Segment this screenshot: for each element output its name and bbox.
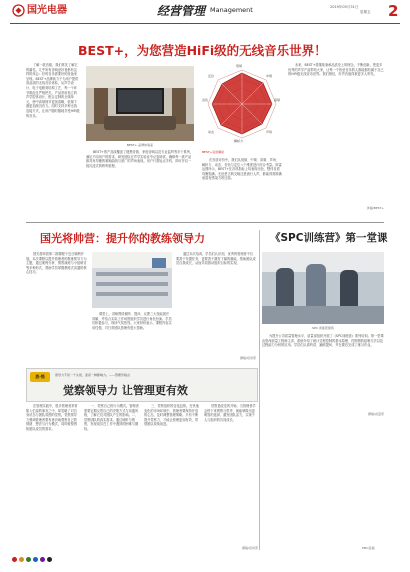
aware-text-col4: 觉察是改变的开始。当管理者学会停下来观察与思考，就能够做出更明智的选择，激发团队活力，实现个人与组织的共同成长。 [204, 404, 256, 422]
headline-best: BEST+，为您营造HiFi级的无线音乐世界！ [78, 43, 327, 58]
weekday: 星期五 [360, 10, 371, 14]
best-text-col3: 在音质评价中，我们从低频、中频、高频、声场、解析力、动态、音色与定位八个维度进行综合考量。如雷达图所示，BEST+在各项指标上均表现出色，整体音质均衡饱满。无论是古典交响还是流行人声，都能得到准确而富有感染力的还原。 [202, 158, 282, 181]
spc-training-photo [262, 252, 384, 324]
radar-label: 中频 [266, 74, 273, 78]
logo [12, 4, 84, 18]
issue-date: 2019年05月31日 [330, 5, 359, 9]
headline-aware: 觉察领导力 让管理更有效 [63, 384, 188, 397]
think-box [26, 368, 258, 402]
section-title: 经营管理 [157, 4, 206, 18]
best-text-col2: BEST+的产品线覆盖了便携音箱、家庭音响以及专业监听等多个系列，满足不同用户的需求。研发团队在声学实验室中反复调试，确保每一款产品都具有均衡的频响曲线与宽广的声场表现。用户只需轻点手机，即可开启一段沉浸式的聆听旅程。 [86, 150, 194, 168]
footer-byline: PMC投稿 [362, 546, 375, 550]
coach-text-col2: 课堂上，讲师围绕倾听、提问、反馈三大技能展开讲解，并结合实际工作场景组织学员进行角色扮演。学员们积极参与，现场气氛热烈。大家纷纷表示，课程内容实用性强，对日常团队管理有很大帮助。 [92, 312, 172, 330]
best-text-col1: 了解一款音箱，我们常先了解它的属性。几乎所有音响爱好者都有这样的体会：好的音乐需要好的设备来呈现。BEST+品牌致力于为用户提供高品质的无线音乐体验，从声学设计、电子电路到结构工艺，每一个环节都经过严格把关。产品采用独立的声学腔体设计，配合定制的全频单元，使中高频细节更加清晰，低频下潜更加深沉有力。同时支持多种无线连接方式，让用户随时随地享受HiFi级的音乐。 [26, 63, 80, 118]
listening-room-caption: BEST+ 品牌体验室 [126, 143, 154, 147]
page-number: 2 [388, 2, 399, 20]
masthead-rule [10, 23, 400, 24]
spc-caption: SPC 训练营现场 [312, 326, 334, 330]
radar-label: 解析力 [234, 139, 244, 143]
footer-dot [40, 557, 45, 562]
radar-label: 声场 [266, 130, 273, 134]
spc-byline: 撰稿/质量部 [367, 412, 384, 416]
aware-byline: 撰稿/培训部 [241, 546, 258, 550]
section-title-en: Management [210, 6, 253, 14]
coach-byline: 撰稿/培训部 [239, 356, 256, 360]
best-byline: 供稿/BEST+ [366, 206, 384, 210]
coach-classroom-photo [92, 252, 172, 308]
footer-dots [12, 557, 72, 563]
section-divider [26, 222, 384, 223]
footer-dot [33, 557, 38, 562]
aware-text-col1: 在管理实践中，很多管理者常常陷入忙碌的事务之中，却忽略了对自身状态与团队氛围的觉察。觉察领导力强调管理者要有意识地观察自己的情绪、想法与行为模式，同时敏锐感知团队成员的需求。 [26, 404, 78, 431]
radar-label: 定位 [208, 74, 215, 78]
coach-text-col1: 国光将帅营第二期课程于近日顺利开展。本次课程以提升管理者的教练领导力为主题，通过案例分析、情景演练与小组研讨等多种形式，帮助学员掌握教练式沟通的核心技巧。 [26, 252, 87, 275]
coach-text-col3: 通过本次培训，学员们认识到，优秀的管理者不仅要善于布置任务，更要善于激发下属的潜能，帮助团队成员自我成长，从而共同推动组织目标的实现。 [176, 252, 256, 266]
logo-text: 国光电器 [27, 5, 67, 16]
column-divider [259, 230, 260, 550]
masthead [0, 0, 410, 24]
headline-spc: 《SPC训练营》第一堂课 [270, 232, 388, 244]
best-text-col4: 未来，BEST+将继续秉承品质至上的理念，不断创新，把更多优秀的声学产品带给大家，让每一个热爱音乐的人都能拥有属于自己的HiFi级无线音乐世界。我们相信，好声音值得被更多人听见。 [288, 63, 384, 77]
think-quote: 领导力不是一个头衔，而是一种影响力。——管理学格言 [55, 373, 131, 377]
think-label-text: 思·悟 [35, 374, 45, 379]
footer-dot [12, 557, 17, 562]
footer-dot [47, 557, 52, 562]
spc-text: 为提升公司质量管理水平，质量部组织开展了《SPC训练营》系列培训。第一堂课由资深质量工程师主讲，系统介绍了统计过程控制的基本原理、控制图的绘制方法以及过程能力分析的应用。学员们认真听讲、踊跃提问，并在课后完成了练习作业。 [262, 334, 384, 348]
radar-label: 动态 [208, 130, 215, 134]
radar-label: 低频 [236, 64, 243, 68]
aware-text-col3: 三、觉察组织的变化趋势。在快速变化的市场环境中，管理者要保持开放的心态，及时调整管理策略。只有不断提升觉察力，才能让管理更加有效，带领团队持续前进。 [144, 404, 199, 427]
radar-label: 音色 [202, 98, 209, 102]
aware-text-col2: 一、觉察自己的行为模式。管理者需要定期反思自己的决策方式与沟通风格，了解它们对团队产生的影响。二、觉察团队的真实需求。通过倾听与观察，发现成员在工作中遇到的困难与期待。 [84, 404, 139, 431]
footer-dot [26, 557, 31, 562]
listening-room-photo [86, 66, 194, 141]
footer-dot [19, 557, 24, 562]
logo-mark-icon [12, 4, 25, 17]
radar-caption: BEST+音质解析 [202, 150, 225, 154]
radar-chart [202, 64, 282, 150]
radar-label: 高频 [274, 98, 281, 102]
think-label [30, 372, 50, 382]
headline-coach: 国光将帅营：提升你的教练领导力 [40, 232, 205, 245]
